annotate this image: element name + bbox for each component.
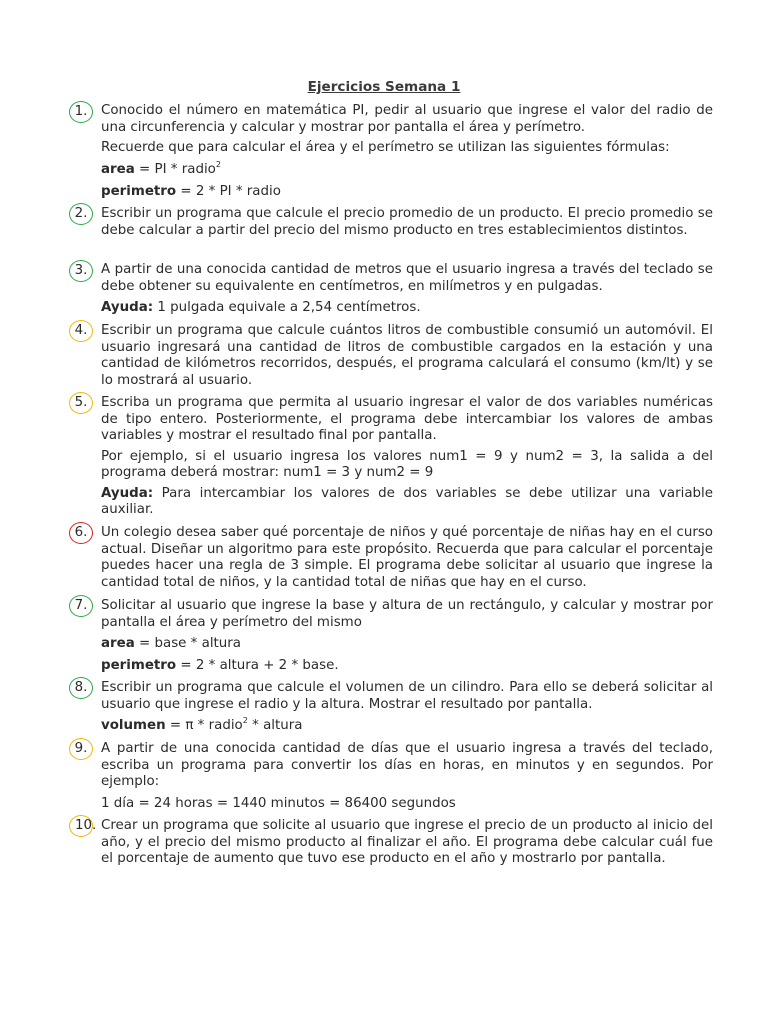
exercise-3 xyxy=(101,262,713,317)
exercise-number-7: 7. xyxy=(69,595,93,617)
exercise-7-formula-area xyxy=(101,635,713,653)
exercise-10 xyxy=(101,818,713,868)
help-text: 1 pulgada equivale a 2,54 centímetros. xyxy=(153,300,421,315)
formula-expression: = 2 * altura + 2 * base. xyxy=(176,658,339,673)
exercise-6-text: Un colegio desea saber qué porcentaje de niños y qué porcentaje de niñas hay en el curso actual. Diseñar un algoritmo para este propósito. Recuerda que para calcular el porcentaje puedes hacer una regla de 3 simple. El programa debe solicitar al usuario que ingrese la cantidad total de niños, y la cantidad total de niñas que hay en el curso. xyxy=(101,525,713,590)
exercise-1-formula-perimeter xyxy=(101,183,713,201)
help-text: Para intercambiar los valores de dos variables se debe utilizar una variable auxiliar. xyxy=(101,485,713,517)
exercise-number-1: 1. xyxy=(69,101,93,123)
help-label: Ayuda: xyxy=(101,300,154,315)
exercise-number-5: 5. xyxy=(69,392,93,414)
exercise-3-text: A partir de una conocida cantidad de metros que el usuario ingresa a través del teclado se debe obtener su equivalente en centímetros, en milímetros y en pulgadas. xyxy=(101,262,713,294)
exercise-number-3: 3. xyxy=(69,260,93,282)
exercise-number-2: 2. xyxy=(69,203,93,225)
formula-expression: = PI * radio xyxy=(134,161,216,177)
exercise-7-text: Solicitar al usuario que ingrese la base y altura de un rectángulo, y calcular y mostrar por pantalla el área y perímetro del mismo xyxy=(101,598,713,630)
exercise-7-formula-perimeter xyxy=(101,657,713,675)
formula-expression: = π * radio xyxy=(165,718,243,733)
exercise-6 xyxy=(101,525,713,591)
formula-label: perimetro xyxy=(101,658,177,673)
exercise-2-text: Escribir un programa que calcule el precio promedio de un producto. El precio promedio se debe calcular a partir del precio del mismo producto en tres establecimientos distintos. xyxy=(101,206,713,238)
exercise-4 xyxy=(101,323,713,389)
exercise-8-formula-volume xyxy=(101,717,713,735)
exercise-4-text: Escribir un programa que calcule cuántos litros de combustible consumió un automóvil. El usuario ingresará una cantidad de litros de combustible cargados en la estación y una cantidad de kilómetros recorridos, después, el programa calculará el consumo (km/lt) y se lo mostrará al usuario. xyxy=(101,323,713,388)
exercise-2 xyxy=(101,206,713,239)
exercise-number-8: 8. xyxy=(69,677,93,699)
exercise-9-text: A partir de una conocida cantidad de días que el usuario ingresa a través del teclado, escriba un programa para convertir los días en horas, en minutos y en segundos. Por ejemplo: xyxy=(101,741,713,789)
exercise-8-text: Escribir un programa que calcule el volumen de un cilindro. Para ello se deberá solicitar al usuario que ingrese el radio y la altura. Mostrar el resultado por pantalla. xyxy=(101,680,713,712)
page-title: Ejercicios Semana 1 xyxy=(307,79,461,95)
exercise-5-text: Escriba un programa que permita al usuario ingresar el valor de dos variables numéricas de tipo entero. Posteriormente, el programa debe intercambiar los valores de ambas variables y mostrar el resultado final por pantalla. xyxy=(101,395,713,443)
exercise-1-text: Conocido el número en matemática PI, pedir al usuario que ingrese el valor del radio de una circunferencia y calcular y mostrar por pantalla el área y perímetro. xyxy=(101,103,713,135)
exercise-9 xyxy=(101,741,713,813)
formula-label: volumen xyxy=(101,718,166,733)
exercise-number-6: 6. xyxy=(69,522,93,544)
exercise-1-formula-area xyxy=(101,161,713,179)
exercise-5-help xyxy=(101,486,713,519)
exercise-5 xyxy=(101,395,713,519)
formula-exponent: 2 xyxy=(242,716,248,725)
exercise-8 xyxy=(101,680,713,735)
exercise-number-10: 10. xyxy=(69,815,93,837)
formula-exponent: 2 xyxy=(215,159,221,169)
exercise-10-text: Crear un programa que solicite al usuario que ingrese el precio de un producto al inicio del año, y el precio del mismo producto al finalizar el año. El programa debe calcular cuál fue el porcentaje de aumento que tuvo ese producto en el año y mostrarlo por pantalla. xyxy=(101,818,713,866)
exercise-9-example: 1 día = 24 horas = 1440 minutos = 86400 segundos xyxy=(101,795,456,811)
exercise-1 xyxy=(101,103,713,201)
formula-expression-tail: * altura xyxy=(247,718,303,733)
exercise-1-note: Recuerde que para calcular el área y el perímetro se utilizan las siguientes fórmulas: xyxy=(101,140,670,155)
formula-expression: = 2 * PI * radio xyxy=(176,183,281,199)
exercise-number-4: 4. xyxy=(69,320,93,342)
formula-label: area xyxy=(101,161,135,177)
exercise-7 xyxy=(101,598,713,675)
formula-expression: = base * altura xyxy=(134,636,242,651)
exercise-number-9: 9. xyxy=(69,738,93,760)
help-label: Ayuda: xyxy=(101,485,154,501)
exercise-5-example: Por ejemplo, si el usuario ingresa los valores num1 = 9 y num2 = 3, la salida a del programa deberá mostrar: num1 = 3 y num2 = 9 xyxy=(101,448,713,480)
formula-label: perimetro xyxy=(101,183,177,199)
formula-label: area xyxy=(101,636,135,651)
exercise-3-help xyxy=(101,299,713,317)
